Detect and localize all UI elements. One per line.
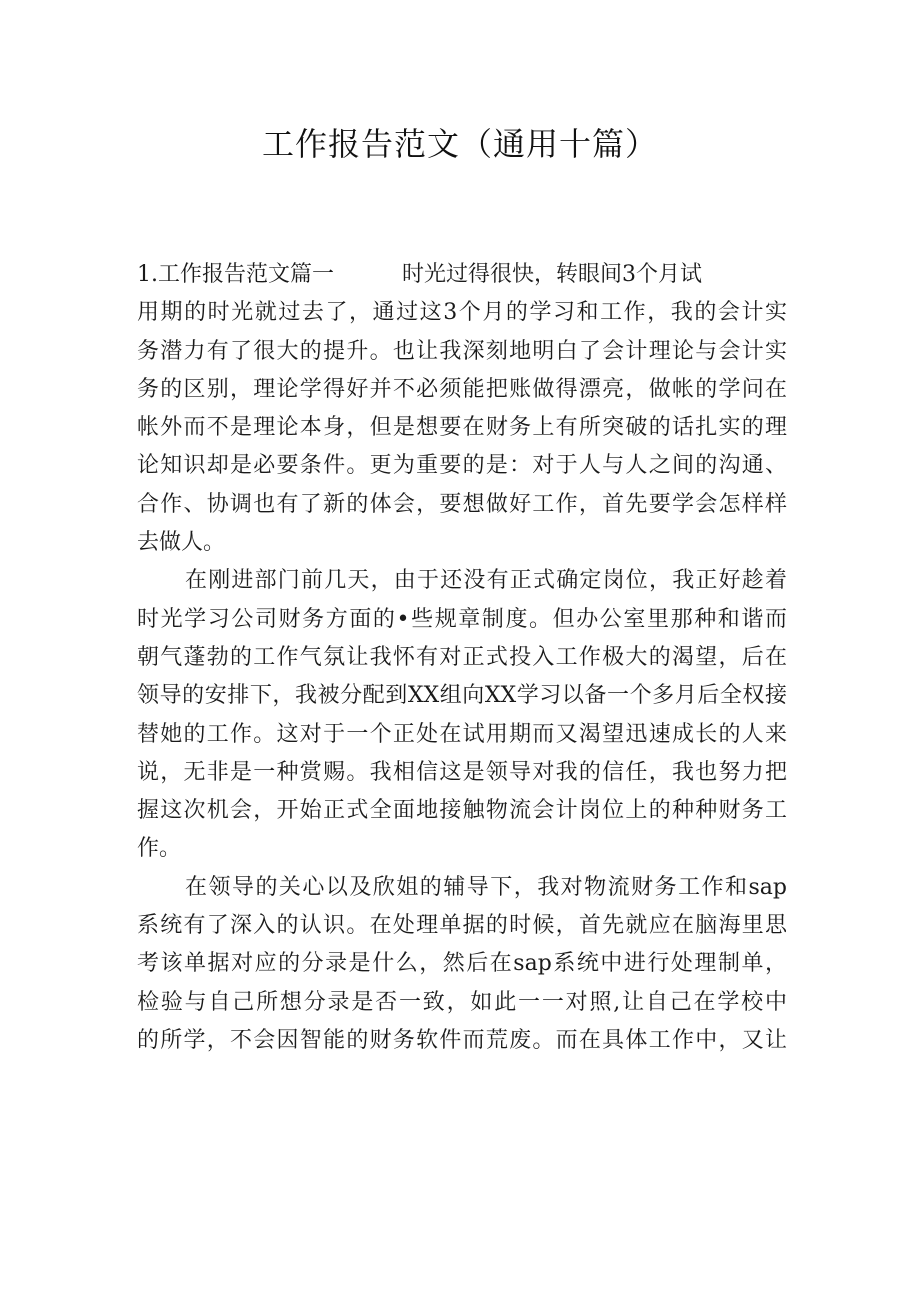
paragraph-line: 检验与自己所想分录是否一致，如此一一对照,让自己在学校中 xyxy=(137,989,787,1015)
paragraph-1 xyxy=(137,256,787,562)
paragraph-line: 的所学，不会因智能的财务软件而荒废。而在具体工作中，又让 xyxy=(137,1027,787,1053)
paragraph-line: 务潜力有了很大的提升。也让我深刻地明白了会计理论与会计实 xyxy=(137,338,787,364)
paragraph-line: 系统有了深入的认识。在处理单据的时候，首先就应在脑海里思 xyxy=(137,913,787,939)
paragraph-2 xyxy=(137,562,787,868)
section-heading: 1.工作报告范文篇一 xyxy=(137,262,334,287)
paragraph-line: 用期的时光就过去了，通过这3个月的学习和工作，我的会计实 xyxy=(137,300,787,326)
paragraph-line: 替她的工作。这对于一个正处在试用期而又渴望迅速成长的人来 xyxy=(137,721,787,747)
paragraph-line: 握这次机会，开始正式全面地接触物流会计岗位上的种种财务工 xyxy=(137,798,787,824)
document-body xyxy=(137,256,787,1060)
paragraph-line: 时光学习公司财务方面的•些规章制度。但办公室里那种和谐而 xyxy=(137,606,787,632)
paragraph-line: 合作、协调也有了新的体会，要想做好工作，首先要学会怎样样 xyxy=(137,491,787,517)
paragraph-line: 说，无非是一种赏赐。我相信这是领导对我的信任，我也努力把 xyxy=(137,759,787,785)
paragraph-line: 务的区别，理论学得好并不必须能把账做得漂亮，做帐的学问在 xyxy=(137,376,787,402)
paragraph-line: 作。 xyxy=(137,836,182,862)
paragraph-line: 在领导的关心以及欣姐的辅导下，我对物流财务工作和sap xyxy=(185,874,787,900)
document-title: 工作报告范文（通用十篇） xyxy=(261,125,658,163)
paragraph-line: 考该单据对应的分录是什么，然后在sap系统中进行处理制单， xyxy=(137,951,787,977)
paragraph-line: 领导的安排下，我被分配到XX组向XX学习以备一个多月后全权接 xyxy=(137,683,787,709)
paragraph-line: 论知识却是必要条件。更为重要的是：对于人与人之间的沟通、 xyxy=(137,453,787,479)
paragraph-line: 在刚进部门前几天，由于还没有正式确定岗位，我正好趁着 xyxy=(185,568,787,594)
paragraph-3 xyxy=(137,869,787,1060)
paragraph-line: 帐外而不是理论本身，但是想要在财务上有所突破的话扎实的理 xyxy=(137,415,787,441)
first-line xyxy=(137,256,787,294)
paragraph-line: 朝气蓬勃的工作气氛让我怀有对正式投入工作极大的渴望，后在 xyxy=(137,644,787,670)
paragraph-line: 时光过得很快，转眼间3个月试 xyxy=(402,262,702,287)
paragraph-line: 去做人。 xyxy=(137,530,226,556)
